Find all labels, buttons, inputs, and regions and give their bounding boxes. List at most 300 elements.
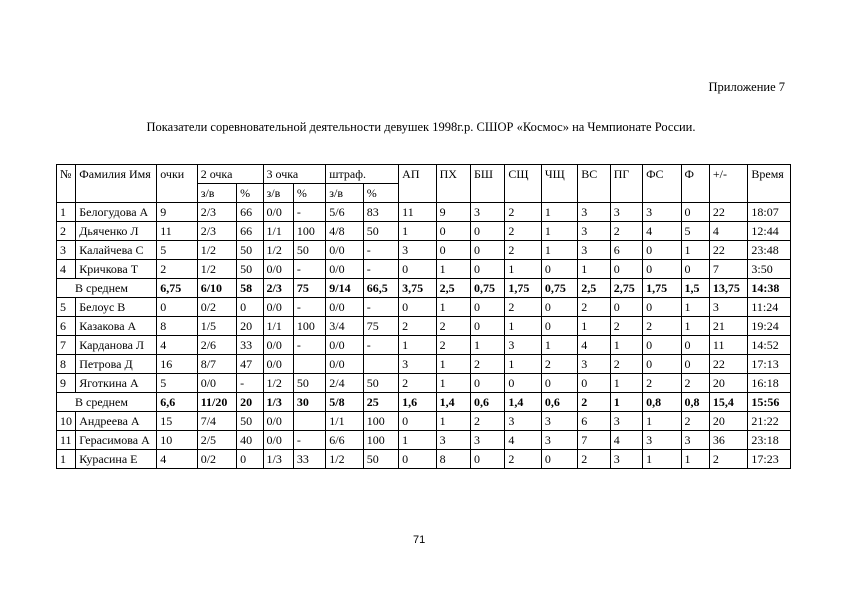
header-ft-pct: % [363, 184, 398, 203]
cell-ft: 0/0 [326, 298, 363, 317]
cell-pts: 11 [157, 222, 197, 241]
cell-p2pct: 40 [237, 431, 263, 450]
header-three-pt: 3 очка [263, 165, 326, 184]
cell-chsch: 0 [541, 317, 577, 336]
cell-p3: 0/0 [263, 298, 293, 317]
cell-ft: 0/0 [326, 355, 363, 374]
cell-time: 23:18 [748, 431, 791, 450]
cell-bsh: 0 [471, 317, 505, 336]
cell-ftpct: 75 [363, 317, 398, 336]
cell-pm: 2 [709, 450, 747, 469]
page-title: Показатели соревновательной деятельности девушек 1998г.р. СШОР «Космос» на Чемпионате России. [146, 120, 696, 134]
cell-ssch: 2 [505, 298, 541, 317]
table-row [57, 431, 791, 450]
cell-p3: 1/1 [263, 317, 293, 336]
cell-ftpct: 100 [363, 431, 398, 450]
cell-bsh: 0 [471, 298, 505, 317]
header-row-1 [57, 165, 791, 184]
cell-chsch: 0 [541, 298, 577, 317]
cell-p3pct: - [293, 431, 325, 450]
table-row [57, 317, 791, 336]
header-ft-made: з/в [326, 184, 363, 203]
cell-pts: 0 [157, 298, 197, 317]
cell-pts: 15 [157, 412, 197, 431]
cell-vs: 3 [578, 203, 610, 222]
cell-ap: 0 [399, 450, 436, 469]
cell-chsch: 1 [541, 203, 577, 222]
cell-ftpct: 83 [363, 203, 398, 222]
cell-ft: 1/2 [326, 450, 363, 469]
average-row [57, 393, 791, 412]
header-plus-minus: +/- [709, 165, 747, 203]
cell-ap: 2 [399, 317, 436, 336]
cell-pm: 13,75 [709, 279, 747, 298]
cell-time: 12:44 [748, 222, 791, 241]
cell-p2: 0/0 [197, 374, 236, 393]
cell-fs: 0 [643, 260, 681, 279]
cell-ph: 0 [436, 222, 470, 241]
cell-p2pct: 0 [237, 298, 263, 317]
cell-ftpct: - [363, 241, 398, 260]
average-label: В среднем [57, 279, 157, 298]
cell-ph: 8 [436, 450, 470, 469]
cell-p3: 0/0 [263, 355, 293, 374]
cell-num: 8 [57, 355, 76, 374]
cell-time: 3:50 [748, 260, 791, 279]
header-time: Время [748, 165, 791, 203]
cell-ssch: 2 [505, 203, 541, 222]
cell-ftpct: - [363, 260, 398, 279]
cell-p2: 2/6 [197, 336, 236, 355]
cell-pts: 10 [157, 431, 197, 450]
cell-p2: 2/3 [197, 203, 236, 222]
cell-p3: 1/2 [263, 241, 293, 260]
cell-p2pct: 33 [237, 336, 263, 355]
cell-time: 18:07 [748, 203, 791, 222]
cell-ssch: 1 [505, 317, 541, 336]
cell-num: 1 [57, 450, 76, 469]
cell-ft: 2/4 [326, 374, 363, 393]
cell-bsh: 0,6 [471, 393, 505, 412]
cell-ft: 0/0 [326, 336, 363, 355]
cell-ph: 2 [436, 317, 470, 336]
cell-name: Кричкова Т [76, 260, 157, 279]
cell-chsch: 0,75 [541, 279, 577, 298]
cell-pg: 1 [610, 374, 642, 393]
cell-time: 11:24 [748, 298, 791, 317]
cell-p3pct: - [293, 260, 325, 279]
cell-ftpct [363, 355, 398, 374]
cell-fs: 0 [643, 298, 681, 317]
cell-ssch: 1 [505, 355, 541, 374]
cell-p2: 1/5 [197, 317, 236, 336]
cell-pm: 20 [709, 412, 747, 431]
cell-pg: 3 [610, 412, 642, 431]
cell-time: 14:38 [748, 279, 791, 298]
cell-name: Белоус В [76, 298, 157, 317]
cell-pm: 22 [709, 241, 747, 260]
cell-vs: 1 [578, 260, 610, 279]
cell-p2pct: 50 [237, 260, 263, 279]
cell-vs: 4 [578, 336, 610, 355]
cell-ftpct: 25 [363, 393, 398, 412]
cell-num: 6 [57, 317, 76, 336]
cell-ph: 2 [436, 336, 470, 355]
cell-name: Белогудова А [76, 203, 157, 222]
header-two-pt: 2 очка [197, 165, 263, 184]
cell-pm: 11 [709, 336, 747, 355]
cell-f: 3 [681, 431, 709, 450]
cell-fs: 1,75 [643, 279, 681, 298]
cell-pts: 5 [157, 374, 197, 393]
cell-p3pct: 75 [293, 279, 325, 298]
cell-f: 0 [681, 203, 709, 222]
cell-f: 2 [681, 412, 709, 431]
cell-num: 5 [57, 298, 76, 317]
cell-ssch: 3 [505, 412, 541, 431]
cell-chsch: 1 [541, 241, 577, 260]
cell-name: Яготкина А [76, 374, 157, 393]
cell-pg: 6 [610, 241, 642, 260]
cell-ssch: 1,4 [505, 393, 541, 412]
cell-p2pct: 20 [237, 317, 263, 336]
cell-time: 23:48 [748, 241, 791, 260]
cell-ph: 2,5 [436, 279, 470, 298]
cell-name: Петрова Д [76, 355, 157, 374]
cell-ap: 1,6 [399, 393, 436, 412]
cell-p3pct: - [293, 336, 325, 355]
cell-pts: 4 [157, 450, 197, 469]
cell-pts: 4 [157, 336, 197, 355]
cell-pg: 3 [610, 203, 642, 222]
cell-ft: 4/8 [326, 222, 363, 241]
cell-chsch: 0 [541, 450, 577, 469]
cell-p2: 2/3 [197, 222, 236, 241]
cell-fs: 0 [643, 336, 681, 355]
cell-p3pct: - [293, 203, 325, 222]
cell-p2pct: 50 [237, 412, 263, 431]
cell-pts: 16 [157, 355, 197, 374]
cell-ap: 1 [399, 222, 436, 241]
cell-ssch: 0 [505, 374, 541, 393]
cell-p2pct: 66 [237, 203, 263, 222]
cell-num: 11 [57, 431, 76, 450]
cell-ft: 6/6 [326, 431, 363, 450]
cell-pm: 15,4 [709, 393, 747, 412]
cell-p2pct: 50 [237, 241, 263, 260]
cell-vs: 3 [578, 355, 610, 374]
cell-p2: 6/10 [197, 279, 236, 298]
cell-ssch: 1 [505, 260, 541, 279]
cell-ph: 1 [436, 355, 470, 374]
cell-bsh: 0 [471, 222, 505, 241]
cell-num: 2 [57, 222, 76, 241]
cell-fs: 0 [643, 241, 681, 260]
cell-pts: 5 [157, 241, 197, 260]
cell-time: 15:56 [748, 393, 791, 412]
cell-num: 3 [57, 241, 76, 260]
cell-p2: 1/2 [197, 241, 236, 260]
cell-vs: 6 [578, 412, 610, 431]
cell-pg: 2,75 [610, 279, 642, 298]
cell-pm: 36 [709, 431, 747, 450]
cell-fs: 3 [643, 203, 681, 222]
cell-p3pct: 100 [293, 317, 325, 336]
cell-vs: 7 [578, 431, 610, 450]
cell-ap: 0 [399, 298, 436, 317]
cell-f: 2 [681, 374, 709, 393]
cell-p2pct: 47 [237, 355, 263, 374]
cell-ap: 0 [399, 412, 436, 431]
cell-time: 19:24 [748, 317, 791, 336]
header-num: № [57, 165, 76, 203]
cell-vs: 0 [578, 374, 610, 393]
cell-chsch: 1 [541, 336, 577, 355]
cell-vs: 3 [578, 222, 610, 241]
header-f: Ф [681, 165, 709, 203]
header-bsh: БШ [471, 165, 505, 203]
cell-fs: 2 [643, 374, 681, 393]
cell-fs: 1 [643, 450, 681, 469]
cell-p3pct: 50 [293, 241, 325, 260]
cell-p3: 1/3 [263, 393, 293, 412]
cell-num: 10 [57, 412, 76, 431]
cell-pts: 6,6 [157, 393, 197, 412]
cell-ph: 1 [436, 260, 470, 279]
header-three-pt-made: з/в [263, 184, 293, 203]
cell-p2: 0/2 [197, 298, 236, 317]
cell-ap: 2 [399, 374, 436, 393]
cell-ftpct: - [363, 298, 398, 317]
cell-bsh: 3 [471, 431, 505, 450]
cell-name: Карданова Л [76, 336, 157, 355]
cell-ft: 3/4 [326, 317, 363, 336]
cell-f: 0 [681, 336, 709, 355]
stats-table [56, 164, 791, 469]
cell-ft: 5/6 [326, 203, 363, 222]
cell-ap: 3 [399, 241, 436, 260]
cell-ssch: 2 [505, 450, 541, 469]
cell-pts: 2 [157, 260, 197, 279]
table-row [57, 298, 791, 317]
cell-p3: 0/0 [263, 203, 293, 222]
cell-num: 1 [57, 203, 76, 222]
cell-p3: 1/2 [263, 374, 293, 393]
cell-ftpct: 66,5 [363, 279, 398, 298]
cell-time: 16:18 [748, 374, 791, 393]
header-three-pt-pct: % [293, 184, 325, 203]
cell-ssch: 2 [505, 222, 541, 241]
cell-ftpct: 50 [363, 450, 398, 469]
cell-p3pct: 30 [293, 393, 325, 412]
header-two-pt-pct: % [237, 184, 263, 203]
cell-f: 5 [681, 222, 709, 241]
cell-ph: 0 [436, 241, 470, 260]
cell-pg: 2 [610, 317, 642, 336]
cell-chsch: 2 [541, 355, 577, 374]
cell-ph: 3 [436, 431, 470, 450]
cell-p2: 11/20 [197, 393, 236, 412]
table-row [57, 355, 791, 374]
cell-ftpct: - [363, 336, 398, 355]
cell-ap: 1 [399, 431, 436, 450]
cell-ph: 1,4 [436, 393, 470, 412]
cell-vs: 2 [578, 298, 610, 317]
cell-p2: 0/2 [197, 450, 236, 469]
cell-time: 17:13 [748, 355, 791, 374]
cell-pg: 2 [610, 355, 642, 374]
cell-p3: 2/3 [263, 279, 293, 298]
cell-pm: 3 [709, 298, 747, 317]
cell-num: 7 [57, 336, 76, 355]
cell-name: Герасимова А [76, 431, 157, 450]
cell-pts: 8 [157, 317, 197, 336]
cell-vs: 2,5 [578, 279, 610, 298]
cell-f: 0 [681, 260, 709, 279]
header-ft: штраф. [326, 165, 399, 184]
cell-ftpct: 50 [363, 222, 398, 241]
cell-pm: 22 [709, 203, 747, 222]
cell-ap: 1 [399, 336, 436, 355]
cell-bsh: 0,75 [471, 279, 505, 298]
cell-name: Калайчева С [76, 241, 157, 260]
cell-f: 1 [681, 298, 709, 317]
cell-vs: 2 [578, 393, 610, 412]
cell-chsch: 0,6 [541, 393, 577, 412]
cell-fs: 1 [643, 412, 681, 431]
cell-vs: 3 [578, 241, 610, 260]
cell-pg: 3 [610, 450, 642, 469]
cell-bsh: 0 [471, 260, 505, 279]
cell-ap: 3,75 [399, 279, 436, 298]
header-name: Фамилия Имя [76, 165, 157, 203]
cell-p2pct: 58 [237, 279, 263, 298]
cell-p2: 8/7 [197, 355, 236, 374]
cell-ftpct: 100 [363, 412, 398, 431]
cell-name: Андреева А [76, 412, 157, 431]
header-chsch: ЧЩ [541, 165, 577, 203]
cell-pg: 2 [610, 222, 642, 241]
cell-ssch: 1,75 [505, 279, 541, 298]
cell-pts: 9 [157, 203, 197, 222]
cell-ssch: 2 [505, 241, 541, 260]
cell-chsch: 0 [541, 260, 577, 279]
cell-chsch: 0 [541, 374, 577, 393]
cell-ft: 0/0 [326, 241, 363, 260]
appendix-label: Приложение 7 [708, 80, 785, 94]
cell-fs: 2 [643, 317, 681, 336]
cell-pts: 6,75 [157, 279, 197, 298]
cell-p3pct: 100 [293, 222, 325, 241]
cell-ft: 0/0 [326, 260, 363, 279]
cell-ft: 9/14 [326, 279, 363, 298]
cell-pg: 1 [610, 336, 642, 355]
cell-name: Курасина Е [76, 450, 157, 469]
cell-p3pct [293, 412, 325, 431]
cell-p3: 0/0 [263, 412, 293, 431]
header-ph: ПХ [436, 165, 470, 203]
cell-p2: 2/5 [197, 431, 236, 450]
cell-p2pct: 0 [237, 450, 263, 469]
cell-bsh: 1 [471, 336, 505, 355]
cell-ft: 5/8 [326, 393, 363, 412]
page-number: 71 [413, 534, 426, 546]
header-fs: ФС [643, 165, 681, 203]
cell-ph: 1 [436, 412, 470, 431]
cell-p3pct: 50 [293, 374, 325, 393]
cell-p2: 7/4 [197, 412, 236, 431]
cell-ph: 1 [436, 298, 470, 317]
cell-ft: 1/1 [326, 412, 363, 431]
cell-bsh: 0 [471, 241, 505, 260]
cell-ssch: 3 [505, 336, 541, 355]
header-pg: ПГ [610, 165, 642, 203]
cell-p2pct: 66 [237, 222, 263, 241]
header-ap: АП [399, 165, 436, 203]
table-row [57, 260, 791, 279]
cell-f: 1,5 [681, 279, 709, 298]
average-row [57, 279, 791, 298]
cell-time: 21:22 [748, 412, 791, 431]
average-label: В среднем [57, 393, 157, 412]
cell-p2: 1/2 [197, 260, 236, 279]
cell-chsch: 3 [541, 431, 577, 450]
cell-f: 1 [681, 450, 709, 469]
cell-ftpct: 50 [363, 374, 398, 393]
cell-vs: 2 [578, 450, 610, 469]
cell-ph: 9 [436, 203, 470, 222]
cell-f: 0,8 [681, 393, 709, 412]
cell-ap: 3 [399, 355, 436, 374]
cell-p3pct [293, 355, 325, 374]
table-row [57, 412, 791, 431]
table-row [57, 203, 791, 222]
cell-fs: 0,8 [643, 393, 681, 412]
cell-bsh: 0 [471, 374, 505, 393]
table-row [57, 336, 791, 355]
header-points: очки [157, 165, 197, 203]
cell-bsh: 2 [471, 355, 505, 374]
cell-pm: 4 [709, 222, 747, 241]
cell-time: 17:23 [748, 450, 791, 469]
cell-num: 9 [57, 374, 76, 393]
header-two-pt-made: з/в [197, 184, 236, 203]
cell-p3: 0/0 [263, 431, 293, 450]
cell-pg: 4 [610, 431, 642, 450]
table-row [57, 374, 791, 393]
table-row [57, 222, 791, 241]
cell-p3pct: - [293, 298, 325, 317]
cell-p3: 0/0 [263, 336, 293, 355]
cell-f: 0 [681, 355, 709, 374]
header-ssch: СЩ [505, 165, 541, 203]
cell-name: Казакова А [76, 317, 157, 336]
cell-vs: 1 [578, 317, 610, 336]
cell-p3: 1/3 [263, 450, 293, 469]
cell-bsh: 0 [471, 450, 505, 469]
cell-f: 1 [681, 317, 709, 336]
cell-pg: 0 [610, 298, 642, 317]
table-row [57, 241, 791, 260]
cell-chsch: 3 [541, 412, 577, 431]
cell-p3pct: 33 [293, 450, 325, 469]
cell-chsch: 1 [541, 222, 577, 241]
cell-pg: 0 [610, 260, 642, 279]
cell-ap: 11 [399, 203, 436, 222]
cell-pm: 21 [709, 317, 747, 336]
cell-pm: 7 [709, 260, 747, 279]
cell-bsh: 3 [471, 203, 505, 222]
